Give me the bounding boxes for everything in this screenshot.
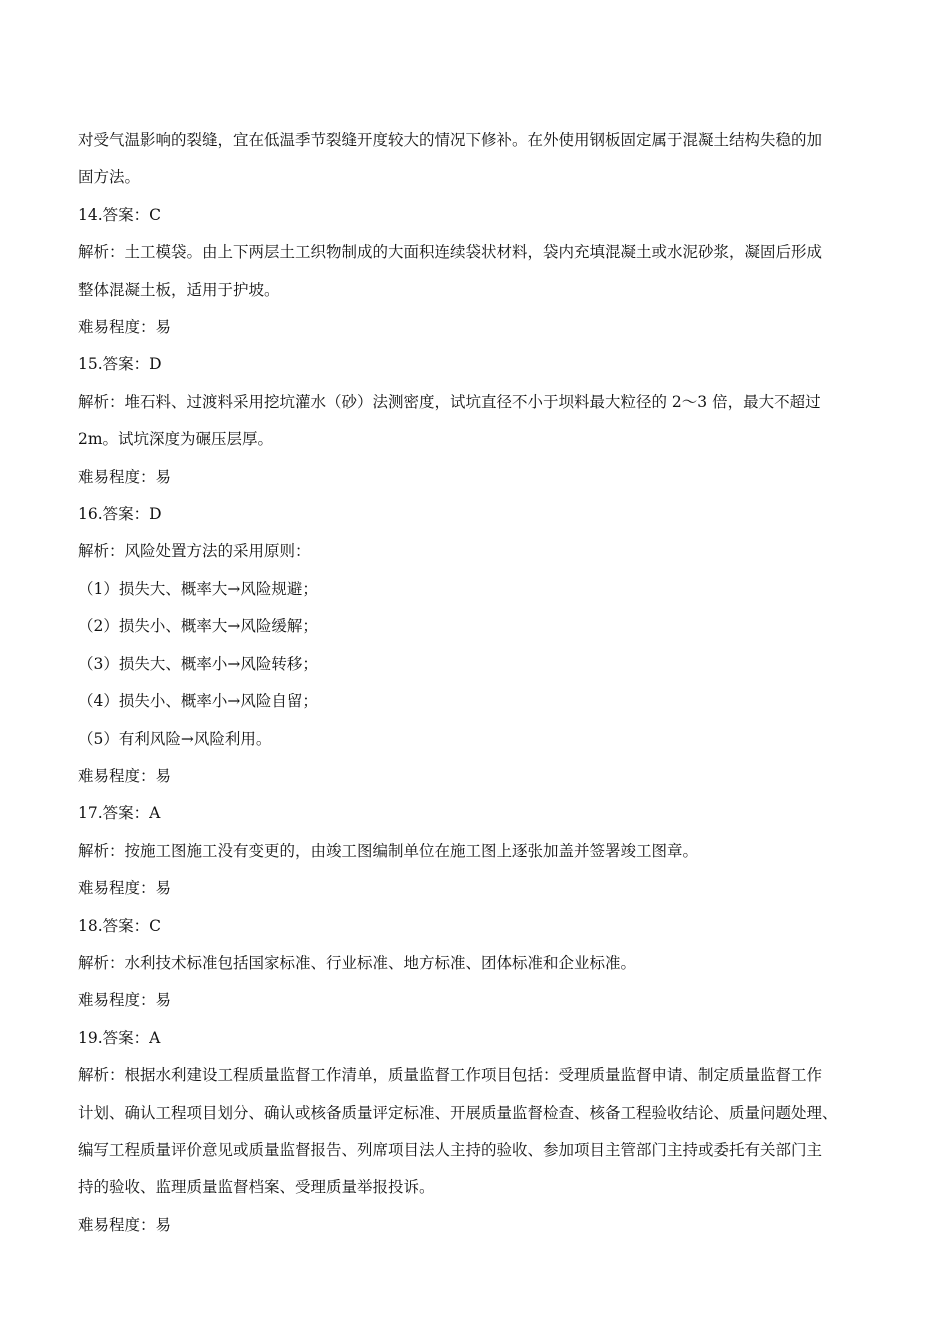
q15-analysis: 2m。试坑深度为碾压层厚。 <box>78 430 274 449</box>
q18-answer: 18.答案：C <box>78 916 162 935</box>
q14-answer: 14.答案：C <box>78 205 162 224</box>
q19-analysis: 持的验收、监理质量监督档案、受理质量举报投诉。 <box>78 1178 435 1197</box>
q16-item: （1）损失大、概率大→风险规避； <box>78 579 318 598</box>
q17-analysis: 解析：按施工图施工没有变更的，由竣工图编制单位在施工图上逐张加盖并签署竣工图章。 <box>78 841 699 860</box>
q15-difficulty: 难易程度：易 <box>78 467 172 486</box>
q18-analysis: 解析：水利技术标准包括国家标准、行业标准、地方标准、团体标准和企业标准。 <box>78 953 637 972</box>
q17-answer: 17.答案：A <box>78 804 161 823</box>
q16-difficulty: 难易程度：易 <box>78 766 172 785</box>
q14-analysis: 解析：土工模袋。由上下两层土工织物制成的大面积连续袋状材料，袋内充填混凝土或水泥砂浆，凝固后形成 <box>78 243 823 262</box>
q19-analysis: 编写工程质量评价意见或质量监督报告、列席项目法人主持的验收、参加项目主管部门主持或委托有关部门主 <box>78 1140 823 1159</box>
q15-answer: 15.答案：D <box>78 355 162 374</box>
q19-analysis: 计划、确认工程项目划分、确认或核备质量评定标准、开展质量监督检查、核备工程验收结论、质量问题处理、 <box>78 1103 838 1122</box>
q19-difficulty: 难易程度：易 <box>78 1215 172 1234</box>
q14-analysis: 整体混凝土板，适用于护坡。 <box>78 280 280 299</box>
intro-line: 固方法。 <box>78 168 141 187</box>
q18-difficulty: 难易程度：易 <box>78 991 172 1010</box>
q16-item: （3）损失大、概率小→风险转移； <box>78 654 318 673</box>
q19-analysis: 解析：根据水利建设工程质量监督工作清单，质量监督工作项目包括：受理质量监督申请、制定质量监督工作 <box>78 1066 823 1085</box>
document-page <box>78 122 883 1244</box>
q16-item: （5）有利风险→风险利用。 <box>78 729 272 748</box>
q14-difficulty: 难易程度：易 <box>78 318 172 337</box>
q16-answer: 16.答案：D <box>78 505 162 524</box>
q16-analysis: 解析：风险处置方法的采用原则： <box>78 542 311 561</box>
intro-line: 对受气温影响的裂缝，宜在低温季节裂缝开度较大的情况下修补。在外使用钢板固定属于混凝土结构失稳的加 <box>78 131 823 149</box>
q15-analysis: 解析：堆石料、过渡料采用挖坑灌水（砂）法测密度，试坑直径不小于坝料最大粒径的 2～3 倍，最大不超过 <box>78 392 821 411</box>
q16-item: （2）损失小、概率大→风险缓解； <box>78 617 318 636</box>
q19-answer: 19.答案：A <box>78 1028 161 1047</box>
q17-difficulty: 难易程度：易 <box>78 879 172 898</box>
q16-item: （4）损失小、概率小→风险自留； <box>78 692 318 711</box>
